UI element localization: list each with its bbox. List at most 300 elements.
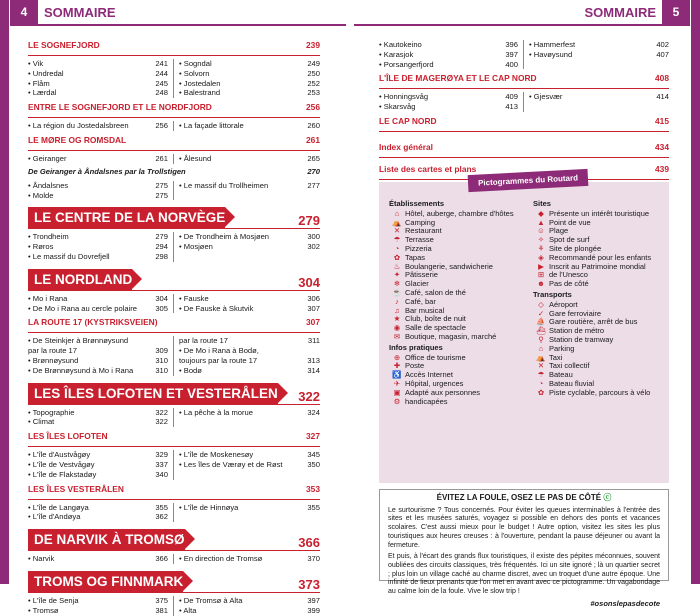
toc-entry-page: 355 bbox=[307, 502, 320, 512]
legend-label: Camping bbox=[405, 217, 436, 227]
legend-label: handicapées bbox=[405, 396, 448, 406]
toc-entry-page: 306 bbox=[307, 293, 320, 303]
pictogram-icon: ◈ bbox=[538, 252, 544, 262]
toc-entry-page: 355 bbox=[155, 502, 168, 512]
legend-label: Hôpital, urgences bbox=[405, 378, 464, 388]
toc-entry[interactable] bbox=[28, 408, 168, 418]
toc-entry-page: 304 bbox=[155, 293, 168, 303]
header-title-right: SOMMAIRE bbox=[584, 5, 656, 20]
toc-section-heading[interactable]: LES ÎLES LOFOTEN 327 bbox=[28, 431, 320, 442]
toc-entry-label: • Topographie bbox=[28, 407, 75, 417]
toc-entry-page: 322 bbox=[155, 407, 168, 417]
toc-entry-label: • Molde bbox=[28, 190, 54, 200]
toc-entry-label: • Le massif du Trollheimen bbox=[179, 180, 269, 190]
toc-entry-page: 345 bbox=[307, 450, 320, 460]
region-rule bbox=[28, 290, 320, 291]
legend-heading: Établissements bbox=[389, 199, 445, 208]
pictogram-icon: ▲ bbox=[537, 217, 545, 227]
legend-label: Point de vue bbox=[549, 217, 591, 227]
toc-entry[interactable] bbox=[28, 470, 168, 480]
pictogram-icon: ◆ bbox=[538, 208, 544, 218]
legend-label: Gare ferroviaire bbox=[549, 308, 602, 318]
legend-label: Boulangerie, sandwicherie bbox=[405, 261, 493, 271]
pictogram-icon: ✉ bbox=[393, 331, 401, 341]
toc-entry[interactable] bbox=[179, 554, 320, 564]
pictogram-icon: ⛴ bbox=[536, 326, 546, 336]
toc-entry-label: • Jostedalen bbox=[179, 78, 221, 88]
legend-heading: Sites bbox=[533, 199, 551, 208]
toc-entry-page: 307 bbox=[307, 303, 320, 313]
toc-entry[interactable] bbox=[28, 121, 168, 131]
toc-entry-page: 256 bbox=[155, 121, 168, 131]
legend-label: Spot de surf bbox=[549, 235, 590, 245]
toc-entry[interactable] bbox=[179, 346, 320, 356]
legend-label: Aéroport bbox=[549, 299, 578, 309]
toc-entry-page: 310 bbox=[155, 365, 168, 375]
toc-entry[interactable] bbox=[28, 346, 168, 356]
toc-entry-page: 399 bbox=[307, 605, 320, 615]
legend-label: Restaurant bbox=[405, 226, 442, 236]
pictogram-icon: ♪ bbox=[395, 296, 399, 306]
toc-entries bbox=[28, 294, 320, 314]
legend-item bbox=[389, 333, 529, 342]
toc-entry[interactable] bbox=[28, 417, 168, 427]
toc-entry[interactable] bbox=[28, 79, 168, 89]
pictogram-icon: ☕ bbox=[392, 287, 402, 297]
toc-entry[interactable] bbox=[179, 606, 320, 616]
toc-section-heading[interactable]: LES ÎLES VESTERÅLEN 353 bbox=[28, 483, 320, 494]
toc-section-heading[interactable]: Liste des cartes et plans 439 bbox=[379, 163, 669, 174]
region-page: 304 bbox=[298, 274, 320, 290]
toc-entry[interactable] bbox=[28, 512, 168, 522]
legend-label: Site de plongée bbox=[549, 243, 602, 253]
toc-entry[interactable] bbox=[379, 40, 518, 50]
pictogram-icon: ❄ bbox=[393, 279, 401, 289]
legend-label: Café, salon de thé bbox=[405, 287, 466, 297]
region-rule bbox=[28, 404, 320, 405]
toc-entry[interactable] bbox=[28, 596, 168, 606]
pictogram-icon: ◔ bbox=[538, 378, 544, 388]
legend-label: Salle de spectacle bbox=[405, 323, 466, 333]
toc-entry[interactable] bbox=[179, 69, 320, 79]
toc-entry-page: 402 bbox=[656, 40, 669, 49]
toc-section-heading[interactable]: LE SOGNEFJORD 239 bbox=[28, 40, 320, 50]
left-edge-bar bbox=[0, 0, 9, 584]
toc-entry-label: • La façade littorale bbox=[179, 121, 244, 131]
toc-entry-label: • L'île d'Andøya bbox=[28, 512, 81, 522]
pictogram-icon: ⛺ bbox=[536, 352, 546, 362]
legend-label: Pâtisserie bbox=[405, 270, 438, 280]
toc-entry-page: 275 bbox=[155, 180, 168, 190]
toc-entry-page: 252 bbox=[307, 78, 320, 88]
pictogram-icon: ✕ bbox=[393, 226, 401, 236]
toc-entry[interactable] bbox=[28, 294, 168, 304]
legend-label: Boutique, magasin, marché bbox=[405, 331, 497, 341]
toc-entry[interactable] bbox=[179, 336, 320, 346]
toc-entry-label: • Brønnøysund bbox=[28, 355, 79, 365]
legend-item bbox=[533, 280, 665, 289]
toc-entry-label: • Porsangerfjord bbox=[379, 59, 434, 69]
toc-entry-page: 260 bbox=[307, 121, 320, 131]
toc-entry-label: • La région du Jostedalsbreen bbox=[28, 121, 129, 131]
toc-entry-page: 277 bbox=[307, 180, 320, 190]
toc-section-heading[interactable]: L'ÎLE DE MAGERØYA ET LE CAP NORD 408 bbox=[379, 73, 669, 84]
pas-de-cote-box bbox=[379, 489, 669, 608]
toc-entry[interactable] bbox=[379, 102, 518, 112]
legend-heading: Transports bbox=[533, 289, 572, 299]
legend-label: Piste cyclable, parcours à vélo bbox=[549, 387, 651, 397]
toc-entry-label: • Balestrand bbox=[179, 88, 221, 98]
toc-entry[interactable] bbox=[379, 50, 518, 60]
toc-entry-page: 241 bbox=[155, 59, 168, 68]
toc-entry-label: • De Mo i Rana au cercle polaire bbox=[28, 303, 138, 313]
toc-entry[interactable] bbox=[28, 356, 168, 366]
region-title-box: LE NORDLAND bbox=[28, 269, 132, 290]
toc-entry[interactable] bbox=[179, 356, 320, 366]
region-title-box: DE NARVIK À TROMSØ bbox=[28, 529, 185, 550]
legend-label: de l'Unesco bbox=[549, 270, 588, 280]
toc-entry-page: 294 bbox=[155, 242, 168, 252]
toc-entry-label: • De Brønnøysund à Mo i Rana bbox=[28, 365, 134, 375]
toc-entry[interactable] bbox=[179, 408, 320, 418]
toc-entries bbox=[28, 181, 320, 201]
pictogram-icon: ⛵ bbox=[536, 317, 546, 327]
toc-entry[interactable] bbox=[28, 242, 168, 252]
toc-entry[interactable] bbox=[179, 304, 320, 314]
section-rule bbox=[379, 157, 669, 158]
region-title-box: LE CENTRE DE LA NORVÈGE bbox=[28, 207, 225, 228]
toc-entry[interactable] bbox=[28, 336, 168, 346]
toc-entry[interactable] bbox=[529, 92, 669, 102]
toc-entry[interactable] bbox=[529, 40, 669, 50]
toc-entry-label: • L'île de Vestvågøy bbox=[28, 459, 95, 469]
legend-label: Bateau fluvial bbox=[549, 378, 595, 388]
legend-label: Taxi collectif bbox=[549, 361, 590, 371]
toc-entry[interactable] bbox=[179, 88, 320, 98]
legend-label: Adapté aux personnes bbox=[405, 387, 481, 397]
pictogram-icon: ▶ bbox=[538, 261, 544, 271]
toc-entry-label: • Vik bbox=[28, 59, 44, 68]
toc-entry[interactable] bbox=[28, 88, 168, 98]
toc-entry-page: 311 bbox=[307, 336, 320, 346]
toc-entries bbox=[28, 232, 320, 261]
section-rule bbox=[28, 150, 320, 151]
pictogram-icon: ♿ bbox=[392, 370, 402, 380]
toc-entry-label: • Kautokeino bbox=[379, 40, 422, 49]
toc-section-heading[interactable]: LE MØRE OG ROMSDAL 261 bbox=[28, 134, 320, 145]
toc-entry-page: 248 bbox=[155, 88, 168, 98]
toc-entry-label: • Le massif du Dovrefjell bbox=[28, 251, 110, 261]
toc-entry-page: 302 bbox=[307, 242, 320, 252]
toc-entries bbox=[28, 59, 320, 98]
toc-entry[interactable] bbox=[529, 50, 669, 60]
toc-region-heading[interactable] bbox=[28, 269, 320, 290]
toc-section-heading[interactable]: LE CAP NORD 415 bbox=[379, 115, 669, 126]
legend-label: Bateau bbox=[549, 370, 573, 380]
toc-subheading[interactable]: De Geiranger à Åndalsnes par la Trollstigen 270 bbox=[28, 166, 320, 176]
toc-entry-page: 400 bbox=[505, 59, 518, 69]
toc-entry-label: • De Mo i Rana à Bodø, bbox=[179, 346, 259, 356]
toc-entry-label: • Mosjøen bbox=[179, 242, 213, 252]
toc-section-heading[interactable]: LA ROUTE 17 (KYSTRIKSVEIEN) 307 bbox=[28, 317, 320, 328]
toc-entry-label: • Trondheim bbox=[28, 232, 69, 242]
toc-entry[interactable] bbox=[28, 606, 168, 616]
toc-entry[interactable] bbox=[179, 232, 320, 242]
toc-entry-label: • Bodø bbox=[179, 365, 202, 375]
toc-entry-label: • Lærdal bbox=[28, 88, 57, 98]
toc-entry-page: 397 bbox=[505, 49, 518, 59]
toc-right-column bbox=[379, 40, 669, 180]
toc-entry[interactable] bbox=[379, 60, 518, 70]
toc-entry-label: • L'île de Hinnøya bbox=[179, 502, 239, 512]
pictogram-icon: ☂ bbox=[537, 370, 545, 380]
toc-entry-page: 350 bbox=[307, 459, 320, 469]
toc-entry-page: 313 bbox=[307, 355, 320, 365]
legend-label: Bar musical bbox=[405, 305, 445, 315]
toc-entry-page: 329 bbox=[155, 450, 168, 460]
legend-label: Station de métro bbox=[549, 326, 605, 336]
toc-entry-page: 310 bbox=[155, 355, 168, 365]
toc-entry[interactable] bbox=[179, 366, 320, 376]
toc-entry-page: 409 bbox=[505, 92, 518, 102]
legend-item bbox=[389, 398, 529, 407]
pictogram-icon: ⚘ bbox=[537, 243, 545, 253]
toc-entry-page: 261 bbox=[155, 153, 168, 163]
toc-entry-label: • Åndalsnes bbox=[28, 180, 69, 190]
toc-entry[interactable] bbox=[28, 304, 168, 314]
section-rule bbox=[28, 117, 320, 118]
pictogram-badge: Pictogrammes du Routard bbox=[468, 169, 589, 192]
region-rule bbox=[28, 228, 320, 229]
legend-label: Glacier bbox=[405, 279, 429, 289]
toc-section-heading[interactable]: ENTRE LE SOGNEFJORD ET LE NORDFJORD 256 bbox=[28, 102, 320, 113]
toc-entry-label: • Les îles de Værøy et de Røst bbox=[179, 459, 283, 469]
toc-entry-label: • Havøysund bbox=[529, 49, 573, 59]
toc-entries bbox=[28, 408, 320, 428]
toc-entry-label: • Fauske bbox=[179, 293, 209, 303]
toc-entry-page: 366 bbox=[155, 554, 168, 564]
pas-de-cote-icon: ⓒ bbox=[603, 493, 612, 502]
toc-entry-label: • L'île d'Austvågøy bbox=[28, 450, 91, 460]
pictogram-icon: ✓ bbox=[537, 308, 545, 318]
pictogram-icon: ◇ bbox=[538, 299, 544, 309]
section-rule bbox=[28, 499, 320, 500]
pictogram-icon: ⊞ bbox=[537, 270, 545, 280]
toc-entry[interactable] bbox=[28, 232, 168, 242]
toc-entry-page: 305 bbox=[155, 303, 168, 313]
pictogram-icon: ☂ bbox=[393, 235, 401, 245]
legend-label: Club, boîte de nuit bbox=[405, 314, 466, 324]
toc-entry[interactable] bbox=[28, 503, 168, 513]
toc-entry-label: • De Steinkjer à Brønnøysund bbox=[28, 336, 129, 346]
toc-entry[interactable] bbox=[28, 366, 168, 376]
toc-entry-page: 324 bbox=[307, 407, 320, 417]
legend-label: Hôtel, auberge, chambre d'hôtes bbox=[405, 208, 514, 218]
pictogram-icon: ⚙ bbox=[393, 396, 401, 406]
toc-entry-label: • Honningsvåg bbox=[379, 92, 429, 102]
pictogram-icon: ⌂ bbox=[538, 343, 544, 353]
region-page: 373 bbox=[298, 576, 320, 592]
toc-entry-page: 381 bbox=[155, 605, 168, 615]
pictogram-column-left bbox=[389, 198, 529, 406]
toc-section-heading[interactable]: Index général 434 bbox=[379, 141, 669, 152]
toc-entry[interactable] bbox=[179, 460, 320, 470]
toc-entry-label: • Karasjok bbox=[379, 49, 414, 59]
toc-entry-page: 414 bbox=[656, 92, 669, 102]
toc-entry-page: 249 bbox=[307, 59, 320, 68]
left-page-header bbox=[10, 0, 346, 26]
toc-entry-label: • Solvorn bbox=[179, 68, 210, 78]
toc-entry-label: • Sogndal bbox=[179, 59, 212, 68]
pictogram-icon: ⚲ bbox=[538, 334, 544, 344]
right-page-header bbox=[354, 0, 690, 26]
legend-label: Plage bbox=[549, 226, 569, 236]
toc-entry[interactable] bbox=[28, 460, 168, 470]
toc-entry-label: • Gjesvær bbox=[529, 92, 563, 102]
section-rule bbox=[28, 332, 320, 333]
toc-entry-label: • De Fauske à Skutvik bbox=[179, 303, 254, 313]
toc-entry-label: • Geiranger bbox=[28, 153, 67, 163]
region-title-box: LES ÎLES LOFOTEN ET VESTERÅLEN bbox=[28, 383, 278, 404]
toc-region-heading[interactable] bbox=[28, 207, 320, 228]
toc-entry-label: • L'île de Flakstadøy bbox=[28, 469, 97, 479]
legend-label: Poste bbox=[405, 361, 425, 371]
toc-region-heading[interactable] bbox=[28, 571, 320, 592]
toc-entry[interactable] bbox=[179, 294, 320, 304]
toc-entry-label: • L'île de Senja bbox=[28, 595, 79, 605]
pictogram-icon: ✈ bbox=[393, 378, 401, 388]
toc-entry-label: • Tromsø bbox=[28, 605, 59, 615]
header-title-left: SOMMAIRE bbox=[44, 5, 116, 20]
toc-entry-label: • En direction de Tromsø bbox=[179, 554, 263, 564]
pictogram-icon: ◉ bbox=[393, 323, 401, 333]
toc-entries bbox=[28, 336, 320, 375]
legend-label: Pizzeria bbox=[405, 243, 432, 253]
section-rule bbox=[379, 88, 669, 89]
legend-heading: Infos pratiques bbox=[389, 342, 443, 352]
toc-entry-page: 337 bbox=[155, 459, 168, 469]
toc-entries bbox=[379, 92, 669, 112]
legend-label: Parking bbox=[549, 343, 575, 353]
toc-entry-page: 407 bbox=[656, 49, 669, 59]
pictogram-column-right bbox=[533, 198, 665, 398]
toc-entry[interactable] bbox=[179, 596, 320, 606]
toc-entry-page: 340 bbox=[155, 469, 168, 479]
toc-entry-page: 413 bbox=[505, 102, 518, 112]
toc-entry-page: 375 bbox=[155, 595, 168, 605]
toc-entry-page: 396 bbox=[505, 40, 518, 49]
toc-entry[interactable] bbox=[28, 450, 168, 460]
toc-entry-label: toujours par la route 17 bbox=[179, 355, 258, 365]
toc-entry[interactable] bbox=[179, 503, 320, 513]
toc-entry-label: • Alta bbox=[179, 605, 197, 615]
pictogram-icon: ★ bbox=[393, 314, 401, 324]
toc-entry[interactable] bbox=[179, 181, 320, 191]
toc-entry-label: • L'île de Moskenesøy bbox=[179, 450, 254, 460]
toc-left-column bbox=[28, 40, 320, 616]
legend-label: Tapas bbox=[405, 252, 426, 262]
pictogram-icon: ☻ bbox=[537, 279, 545, 289]
toc-entry-page: 322 bbox=[155, 417, 168, 427]
pictogram-icon: ◔ bbox=[394, 243, 400, 253]
toc-entry-page: 309 bbox=[155, 346, 168, 356]
legend-label: Recommandé pour les enfants bbox=[549, 252, 652, 262]
note-paragraph: Le surtourisme ? Tous concernés. Pour éviter les queues interminables à l'entrée des sites et les musées saturés, voyagez si possible en dehors des ponts et vacances scolaires. C'est aussi mieux pour le budget ! Autre option, visitez les sites les plus touristiques aux heures creuses : à l'ouverture, pendant la pause déjeuner ou avant la fermeture. bbox=[388, 506, 660, 549]
toc-entry-page: 265 bbox=[307, 153, 320, 163]
legend-label: Taxi bbox=[549, 352, 563, 362]
toc-entry[interactable] bbox=[179, 154, 320, 164]
region-rule bbox=[28, 592, 320, 593]
toc-entry[interactable] bbox=[28, 191, 168, 201]
legend-label: Office de tourisme bbox=[405, 352, 466, 362]
toc-entry[interactable] bbox=[179, 242, 320, 252]
toc-entry[interactable] bbox=[28, 59, 168, 69]
page-number-left: 4 bbox=[10, 0, 38, 24]
toc-region-heading[interactable] bbox=[28, 383, 320, 404]
toc-entry-page: 245 bbox=[155, 78, 168, 88]
pictogram-icon: ⊕ bbox=[393, 352, 401, 362]
toc-entry-page: 275 bbox=[155, 190, 168, 200]
toc-entry[interactable] bbox=[28, 554, 168, 564]
pictogram-icon: ✚ bbox=[393, 361, 401, 371]
note-paragraph: Et puis, à l'écart des grands flux touristiques, il existe des pépites méconnues, souvent oubliées des circuits classiques, très fréquentés. Ici un site ignoré ; là un quartier secret ; plus loin un village caché au charme discret, avec un troquet d'une autre époque. Une infinité de lieux prenants que l'on met en avant avec ce pictogramme. Un vagabondage au calme loin de la foule. Vive le slow trip ! bbox=[388, 553, 660, 596]
toc-region-heading[interactable] bbox=[28, 529, 320, 550]
toc-entry-page: 370 bbox=[307, 554, 320, 564]
legend-label: Café, bar bbox=[405, 296, 436, 306]
pictogram-icon: ✕ bbox=[537, 361, 545, 371]
toc-entries bbox=[28, 596, 320, 616]
pictogram-icon: ✧ bbox=[537, 235, 545, 245]
toc-entry-page: 298 bbox=[155, 251, 168, 261]
toc-entry[interactable] bbox=[28, 154, 168, 164]
toc-entry-label: par la route 17 bbox=[179, 336, 228, 346]
toc-entry[interactable] bbox=[179, 79, 320, 89]
pictogram-icon: ⛺ bbox=[392, 217, 402, 227]
right-edge-bar bbox=[691, 0, 700, 584]
section-rule bbox=[28, 446, 320, 447]
toc-entry[interactable] bbox=[28, 181, 168, 191]
toc-entry-page: 250 bbox=[307, 68, 320, 78]
toc-entry-label: • Climat bbox=[28, 417, 55, 427]
region-rule bbox=[28, 550, 320, 551]
toc-entry[interactable] bbox=[179, 121, 320, 131]
pictogram-icon: ✿ bbox=[393, 252, 401, 262]
toc-entry-label: • Flåm bbox=[28, 78, 50, 88]
toc-entry-page: 244 bbox=[155, 68, 168, 78]
toc-entry-label: • Ålesund bbox=[179, 153, 212, 163]
toc-entry-label: • Hammerfest bbox=[529, 40, 576, 49]
pictogram-legend-box bbox=[379, 173, 669, 483]
legend-label: Terrasse bbox=[405, 235, 434, 245]
toc-entry[interactable] bbox=[28, 252, 168, 262]
legend-item bbox=[533, 389, 665, 398]
toc-entry-page: 314 bbox=[307, 365, 320, 375]
section-rule bbox=[379, 131, 669, 132]
toc-entry[interactable] bbox=[179, 59, 320, 69]
toc-entry[interactable] bbox=[179, 450, 320, 460]
toc-entry-label: • De Tromsø à Alta bbox=[179, 595, 243, 605]
toc-entry[interactable] bbox=[28, 69, 168, 79]
section-rule bbox=[28, 55, 320, 56]
toc-entry-label: • Røros bbox=[28, 242, 54, 252]
toc-entry[interactable] bbox=[379, 92, 518, 102]
toc-entry-label: • L'île de Langøya bbox=[28, 502, 89, 512]
toc-entry-label: • Skarsvåg bbox=[379, 102, 416, 112]
toc-entry-label: par la route 17 bbox=[28, 346, 77, 356]
toc-entries bbox=[28, 503, 320, 523]
toc-entry-label: • Undredal bbox=[28, 68, 64, 78]
toc-entry-page: 279 bbox=[155, 232, 168, 242]
